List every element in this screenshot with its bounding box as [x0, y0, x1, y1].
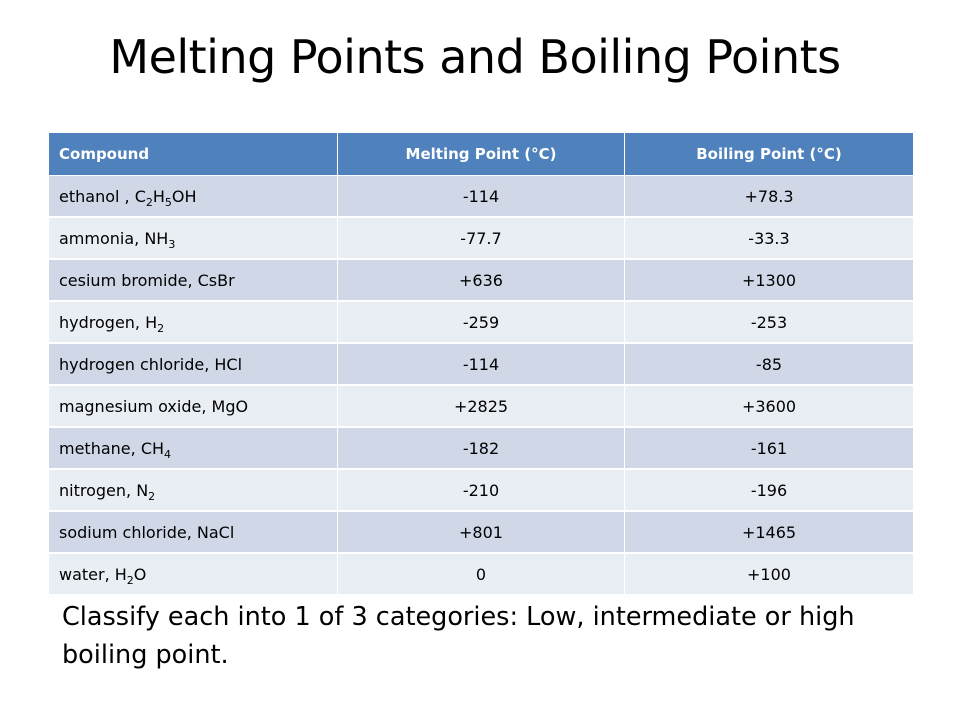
formula-part: C: [134, 186, 146, 206]
table-row: [49, 343, 914, 385]
compound-name: cesium bromide,: [59, 270, 198, 290]
melting-point-cell: +801: [338, 511, 625, 553]
melting-point-cell: -114: [338, 176, 625, 218]
boiling-point-cell: -85: [625, 343, 914, 385]
compound-formula: [134, 186, 197, 209]
boiling-point-cell: +1465: [625, 511, 914, 553]
compound-name: hydrogen chloride,: [59, 354, 215, 374]
boiling-point-cell: -196: [625, 469, 914, 511]
compound-name: ethanol ,: [59, 186, 135, 206]
formula-subscript: 4: [164, 447, 172, 461]
table-row: [49, 511, 914, 553]
compound-formula: [145, 312, 165, 335]
compound-formula: [214, 355, 242, 374]
table-row: [49, 259, 914, 301]
header-melting-point: Melting Point (°C): [338, 133, 625, 176]
table-row: [49, 217, 914, 259]
boiling-point-cell: +78.3: [625, 176, 914, 218]
table-row: [49, 553, 914, 595]
compound-table: [48, 132, 914, 596]
boiling-point-cell: +100: [625, 553, 914, 595]
table-row: [49, 301, 914, 343]
formula-part: HCl: [214, 354, 243, 374]
compound-name: methane,: [59, 438, 141, 458]
compound-cell: [49, 511, 338, 553]
formula-subscript: 2: [145, 195, 153, 209]
compound-cell: [49, 176, 338, 218]
formula-subscript: 2: [126, 573, 134, 587]
compound-name: water,: [59, 564, 115, 584]
formula-part: H: [152, 186, 165, 206]
compound-cell: [49, 553, 338, 595]
compound-cell: [49, 385, 338, 427]
compound-cell: [49, 217, 338, 259]
formula-subscript: 3: [168, 237, 176, 251]
compound-formula: [114, 564, 147, 587]
compound-formula: [144, 228, 176, 251]
compound-cell: [49, 259, 338, 301]
melting-point-cell: +2825: [338, 385, 625, 427]
formula-part: H: [114, 564, 127, 584]
boiling-point-cell: -33.3: [625, 217, 914, 259]
instruction-text: Classify each into 1 of 3 categories: Low, intermediate or high boiling point.: [62, 602, 855, 670]
compound-name: nitrogen,: [59, 480, 137, 500]
compound-formula: [197, 523, 234, 542]
compound-formula: [140, 438, 172, 461]
compound-formula: [198, 271, 235, 290]
boiling-point-cell: -253: [625, 301, 914, 343]
melting-point-cell: -77.7: [338, 217, 625, 259]
compound-cell: [49, 301, 338, 343]
formula-part: MgO: [211, 396, 249, 416]
formula-part: N: [136, 480, 149, 500]
table-row: [49, 176, 914, 218]
melting-point-cell: 0: [338, 553, 625, 595]
formula-part: CsBr: [197, 270, 235, 290]
compound-name: hydrogen,: [59, 312, 146, 332]
table-header: [49, 133, 914, 176]
header-compound: Compound: [49, 133, 338, 176]
formula-part: NaCl: [196, 522, 235, 542]
boiling-point-cell: +1300: [625, 259, 914, 301]
compound-cell: [49, 427, 338, 469]
formula-subscript: 5: [164, 195, 172, 209]
melting-point-cell: -182: [338, 427, 625, 469]
formula-part: CH: [140, 438, 165, 458]
formula-part: O: [133, 564, 147, 584]
header-boiling-point: Boiling Point (°C): [625, 133, 914, 176]
table-body: [49, 176, 914, 596]
melting-point-cell: -259: [338, 301, 625, 343]
compound-formula: [136, 480, 156, 503]
formula-subscript: 2: [148, 489, 156, 503]
melting-point-cell: -210: [338, 469, 625, 511]
compound-name: ammonia,: [59, 228, 145, 248]
table-row: [49, 469, 914, 511]
slide-title: Melting Points and Boiling Points: [109, 30, 841, 84]
melting-point-cell: -114: [338, 343, 625, 385]
compound-cell: [49, 469, 338, 511]
formula-part: H: [145, 312, 158, 332]
header-row: [49, 133, 914, 176]
melting-point-cell: +636: [338, 259, 625, 301]
boiling-point-cell: -161: [625, 427, 914, 469]
formula-subscript: 2: [157, 321, 165, 335]
table-row: [49, 385, 914, 427]
formula-part: NH: [144, 228, 169, 248]
boiling-point-cell: +3600: [625, 385, 914, 427]
compound-formula: [212, 397, 249, 416]
formula-part: OH: [171, 186, 197, 206]
table-row: [49, 427, 914, 469]
compound-name: magnesium oxide,: [59, 396, 212, 416]
compound-cell: [49, 343, 338, 385]
compound-name: sodium chloride,: [59, 522, 197, 542]
